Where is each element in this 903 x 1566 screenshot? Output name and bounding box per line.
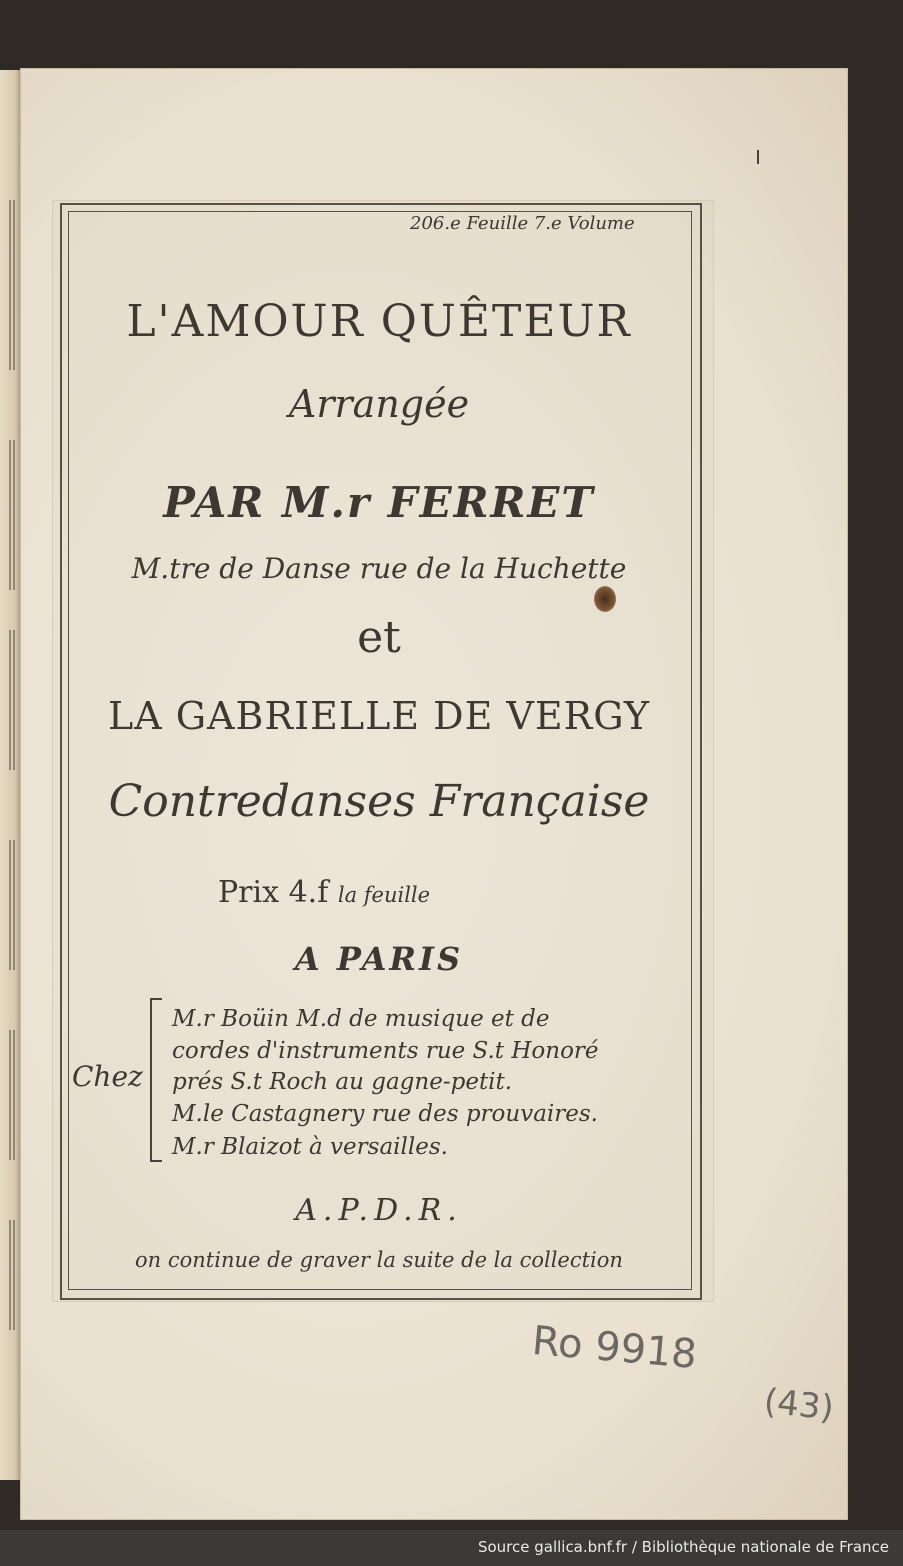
margin-mark — [757, 150, 759, 164]
genre-label: Contredanses Française — [108, 776, 650, 827]
place-of-publication: A PARIS — [294, 940, 464, 978]
seller-line: M.le Castagnery rue des prouvaires. — [172, 1101, 598, 1127]
price-line — [218, 875, 430, 910]
ink-stain — [594, 586, 616, 612]
shelfmark-number: (43) — [762, 1381, 836, 1429]
arranged-label: Arrangée — [288, 382, 470, 426]
source-footer-bar — [0, 1530, 903, 1566]
seller-line: cordes d'instruments rue S.t Honoré — [172, 1038, 599, 1064]
price-unit: la feuille — [337, 883, 431, 907]
price-label: Prix 4.f — [218, 875, 329, 910]
shelfmark-handwritten: Ro 9918 — [530, 1317, 699, 1379]
arranger-name: PAR M.r FERRET — [163, 478, 595, 527]
seller-line: prés S.t Roch au gagne-petit. — [172, 1069, 513, 1095]
staff-lines-graphic — [0, 70, 18, 1480]
bracket-graphic — [150, 998, 162, 1162]
seller-line: M.r Boüin M.d de musique et de — [172, 1006, 550, 1032]
sheet-volume-number: 206.e Feuille 7.e Volume — [410, 213, 635, 234]
chez-label: Chez — [72, 1060, 143, 1093]
second-title: LA GABRIELLE DE VERGY — [108, 694, 650, 738]
seller-line: M.r Blaizot à versailles. — [172, 1134, 448, 1160]
conjunction: et — [357, 612, 401, 663]
collection-note: on continue de graver la suite de la collection — [135, 1248, 623, 1272]
main-title: L'AMOUR QUÊTEUR — [126, 296, 632, 347]
adjacent-page-edge — [0, 70, 22, 1480]
privilege-mark: A.P.D.R. — [295, 1193, 463, 1228]
arranger-address: M.tre de Danse rue de la Huchette — [131, 552, 627, 585]
source-credit: Source gallica.bnf.fr / Bibliothèque nationale de France — [477, 1538, 889, 1556]
